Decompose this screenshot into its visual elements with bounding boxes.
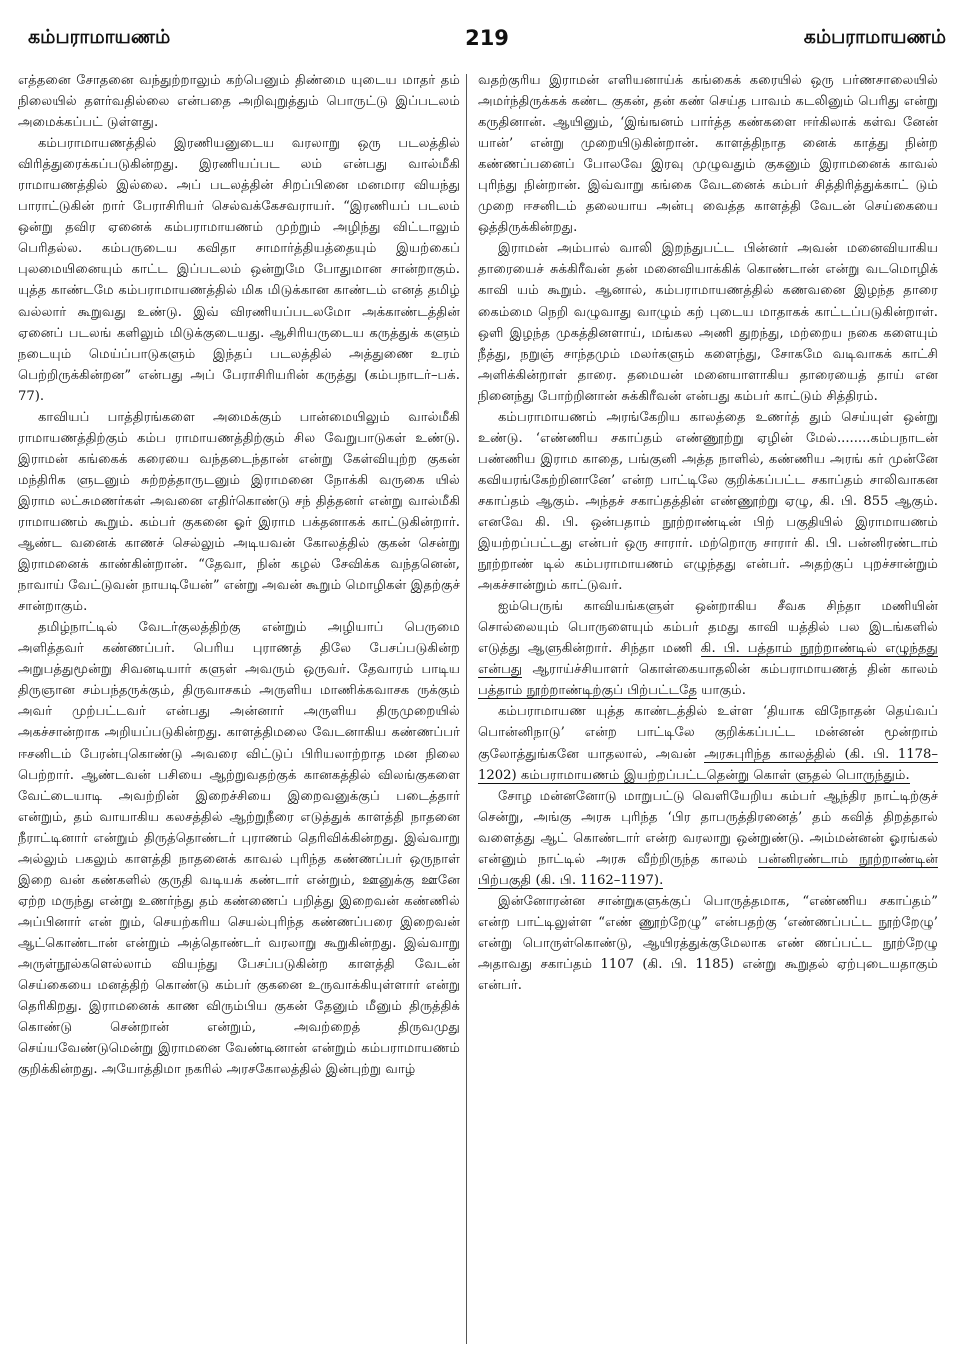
column-divider	[466, 74, 467, 1344]
paragraph: வதற்குரிய இராமன் எளியனாய்க் கங்கைக் கரையில் ஒரு பர்ணசாலையில் அமர்ந்திருக்கக் கண்ட குகன், தன் கண் செய்த பாவம் கடலினும் பெரிது என்று கருதினான். ஆயினும், ‘இங்ஙனம் பார்த்த கண்களை ஈர்கிலாக் கள்வ னேன் யான்’ என்று முறையிடுகின்றான். காளத்திநாத னைக் காத்து நின்ற கண்ணப்பனைப் போலவே இரவு முழுவதும் குகனும் இராமனைக் காவல் புரிந்து நின்றான். இவ்வாறு கங்கை வேடனைக் கம்பர் சித்திரித்துக்காட் டும் முறை ஈசனிடம் தலையாய அன்பு வைத்த காளத்தி வேடன் செய்கையை ஒத்திருக்கின்றது.	[478, 73, 938, 236]
paragraph-text: யாகும்.	[701, 683, 746, 699]
underlined-text: அரசுபுரிந்த காலத்தில் (கி. பி. 1178–1202) கம்பராமாயணம் இயற்றப்பட்டதென்று கொள் ளுதல் பொருந்தும்.	[478, 746, 938, 783]
paragraph-text: ஆராய்ச்சியாளர் கொள்கையாதலின் கம்பராமாயணத் தின் காலம்	[532, 662, 938, 678]
page-number: 219	[465, 26, 509, 50]
underlined-text: பன்னிரண்டாம் நூற்றாண்டின் பிற்பகுதி (கி. பி. 1162–1197).	[478, 851, 938, 888]
paragraph: இராமன் அம்பால் வாலி இறந்துபட்ட பின்னர் அவன் மனைவியாகிய தாரையைச் சுக்கிரீவன் தன் மனைவியாக்கிக் கொண்டான் என்று வடமொழிக் காவி யம் கூறும். ஆனால், கம்பராமாயணத்தில் கணவனை இழந்த தாரை கைம்மை நெறி வழுவாது வாழும் கற் புடைய மாதாகக் காட்டப்படுகின்றாள். ஒளி இழந்த முகத்தினளாய், மங்கல அணி துறந்து, மற்றைய நகை களையும் நீத்து, நறுஞ் சாந்தமும் மலர்களும் களைந்து, சோகமே வடிவாகக் காட்சி அளிக்கின்றாள் தாரை. தமையன் மனையாளாகிய தாரையைத் தாய் என நினைந்து போற்றினான் சுக்கிரீவன் என்பது கம்பர் காட்டும் சித்திரம்.	[478, 241, 938, 404]
running-title-right: கம்பராமாயணம்	[803, 25, 946, 48]
page-header	[28, 20, 946, 56]
paragraph-text: ஐம்பெருங் காவியங்களுள் ஒன்றாகிய சீவக சிந்தா மணியின் சொல்லையும் பொருளையும் கம்பர் தமது காவி யத்தில் பல இடங்களில் எடுத்து ஆளுகின்றார். சிந்தா மணி	[478, 599, 938, 657]
running-title-left: கம்பராமாயணம்	[28, 25, 171, 48]
paragraph: கம்பராமாயணத்தில் இரணியனுடைய வரலாறு ஒரு படலத்தில் விரித்துரைக்கப்படுகின்றது. இரணியப்பட லம் என்பது வால்மீகி ராமாயணத்தில் இல்லை. அப் படலத்தின் சிறப்பினை மனமார வியந்து பாராட்டுகின் றார் பேராசிரியர் செல்வக்கேசவராயர். “இரணியப் படலம் ஒன்று தவிர ஏனைக் கம்பராமாயணம் முற்றும் அழிந்து விட்டாலும் பெரிதல்ல. கம்பருடைய கவிதா சாமார்த்தியத்தையும் இயற்கைப் புலமையினையும் காட்ட இப்படலம் ஒன்றுமே போதுமான சான்றாகும். யுத்த காண்டமே கம்பராமாயணத்தில் மிக மிடுக்கான காண்டம் எனத் தமிழ் வல்லார் கூறுவது உண்டு. இவ் விரணியப்படலமோ அக்காண்டத்தின் ஏனைப் படலங் களிலும் மிடுக்குடையது. ஆசிரியருடைய கருத்துக் களும் நடையும் மெய்ப்பாடுகளும் இந்தப் படலத்தில் அத்துணை உரம் பெற்றிருக்கின்றன” என்பது அப் பேராசிரியரின் கருத்து (கம்பநாடர்–பக். 77).	[18, 136, 460, 404]
paragraph: இன்னோரன்ன சான்றுகளுக்குப் பொருத்தமாக, “எண்ணிய சகாப்தம்” என்ற பாட்டிலுள்ள “எண் ணூற்றேழு” என்பதற்கு ‘எண்ணப்பட்ட நூற்றேழு’ என்று பொருள்கொண்டு, ஆயிரத்துக்குமேலாக எண் ணப்பட்ட நூற்றேழு அதாவது சகாப்தம் 1107 (கி. பி. 1185) என்று கூறுதல் ஏற்புடையதாகும் என்பர்.	[478, 893, 938, 994]
paragraph: தமிழ்நாட்டில் வேடர்குலத்திற்கு என்றும் அழியாப் பெருமை அளித்தவர் கண்ணப்பர். பெரிய புராணத் திலே பேசப்படுகின்ற அறுபத்துமூன்று சிவனடியார் களுள் அவரும் ஒருவர். தேவாரம் பாடிய திருஞான சம்பந்தருக்கும், திருவாசகம் அருளிய மாணிக்கவாசக ருக்கும் அவர் முற்பட்டவர் என்பது அன்னார் அருளிய திருமுறையில் அகச்சான்றாக அறியப்படுகின்றது. காளத்திமலை வேடனாகிய கண்ணப்பர் ஈசனிடம் பேரன்புகொண்டு அவரை விட்டுப் பிரியலாற்றாத மன நிலை பெற்றார். ஆண்டவன் பசியை ஆற்றுவதற்குக் கானகத்தில் விலங்குகளை வேட்டையாடி அவற்றின் இறைச்சியை இறைவனுக்குப் படைத்தார் என்றும், தம் வாயாகிய கலசத்தில் ஆற்றுநீரை எடுத்துக் காளத்தி நாதனை நீராட்டினார் என்றும் திருத்தொண்டர் புராணம் தெரிவிக்கின்றது. இவ்வாறு அல்லும் பகலும் காளத்தி நாதனைக் காவல் புரிந்த கண்ணப்பர் ஒருநாள் இறை வன் கண்களில் குருதி வடியக் கண்டார் என்றும், ஊனுக்கு ஊனே ஏற்ற மருந்து என்று உணர்ந்து தம் கண்ணைப் பறித்து இறைவன் கண்ணில் அப்பினார் என் றும், செயற்கரிய செயல்புரிந்த கண்ணப்பரை இறைவன் ஆட்கொண்டான் என்றும் அத்தொண்டர் வரலாறு கூறுகின்றது. இவ்வாறு அருள்நூல்களெல்லாம் வியந்து பேசப்படுகின்ற காளத்தி வேடன் செய்கையை மனத்திற் கொண்டு கம்பர் குகனை உருவாக்கியுள்ளார் என்று தெரிகிறது. இராமனைக் காண விரும்பிய குகன் தேனும் மீனும் திருத்திக் கொண்டு சென்றான் என்றும், அவற்றைத் திருவமுது செய்யவேண்டுமென்று இராமனை வேண்டினான் என்றும் கம்பராமாயணம் குறிக்கின்றது. அயோத்திமா நகரில் அரசகோலத்தில் இன்புற்று வாழ்	[18, 620, 460, 1078]
right-column	[478, 70, 938, 1350]
underlined-text: கி. பி. பத்தாம் நூற்றாண்டில் எழுந்தது என்பது	[478, 641, 938, 678]
paragraph	[478, 596, 938, 701]
left-column	[18, 70, 460, 1350]
paragraph-text: சோழ மன்னனோடு மாறுபட்டு வெளியேறிய கம்பர் ஆந்திர நாட்டிற்குச் சென்று, அங்கு அரசு புரிந்த ‘பிர தாபருத்திரனைத்’ தம் கவித் திறத்தால் வளைத்து ஆட் கொண்டார் என்ற வரலாறு ஒன்றுண்டு. அம்மன்னன் ஓரங்கல் என்னும் நாட்டில் அரசு வீற்றிருந்த காலம்	[478, 788, 938, 867]
paragraph-text: கம்பராமாயண யுத்த காண்டத்தில் உள்ள ‘தியாக விநோதன் தெய்வப் பொன்னிநாடு’ என்ற பாட்டிலே குறிக்கப்பட்ட மன்னன் மூன்றாம் குலோத்துங்கனே யாதலால், அவன்	[478, 704, 938, 762]
paragraph	[478, 701, 938, 785]
paragraph: எத்தனை சோதனை வந்துற்றாலும் கற்பெனும் திண்மை யுடைய மாதர் தம் நிலையில் தளர்வதில்லை என்பதை அறிவுறுத்தும் பொருட்டு இப்படலம் அமைக்கப்பட் டுள்ளது.	[18, 73, 460, 131]
underlined-text: பத்தாம் நூற்றாண்டிற்குப் பிற்பட்டதே	[478, 683, 698, 699]
paragraph	[478, 786, 938, 891]
paragraph: காவியப் பாத்திரங்களை அமைக்கும் பான்மையிலும் வால்மீகி ராமாயணத்திற்கும் கம்ப ராமாயணத்திற்கும் சில வேறுபாடுகள் உண்டு. இராமன் கங்கைக் கரையை வந்தடைந்தான் என்று கேள்வியுற்ற குகன் மந்திரிக ளுடனும் சுற்றத்தாருடனும் இராமனை நோக்கி வருகை யில் இராம லட்சுமணர்கள் அவனை எதிர்கொண்டு சந் தித்தனர் என்று வால்மீகி ராமாயணம் கூறும். கம்பர் குகனை ஓர் இராம பக்தனாகக் காட்டுகின்றார். ஆண்ட வனைக் காணச் செல்லும் அடியவன் கோலத்தில் குகன் சென்று இராமனைக் காண்கின்றான். “தேவா, நின் கழல் சேவிக்க வந்தனென், நாவாய் வேட்டுவன் நாயடியேன்” என்று அவன் கூறும் மொழிகள் இதற்குச் சான்றாகும்.	[18, 409, 460, 615]
paragraph: கம்பராமாயணம் அரங்கேறிய காலத்தை உணர்த் தும் செய்யுள் ஒன்று உண்டு. ‘எண்ணிய சகாப்தம் எண்ணூற்று ஏழின் மேல்........கம்பநாடன் பண்ணிய இராம காதை, பங்குனி அத்த நாளில், கண்ணிய அரங் கர் முன்னே கவியரங்கேற்றினானே’ என்ற பாட்டிலே குறிக்கப்பட்ட சகாப்தம் சாலிவாகன சகாப்தம் ஆகும். அந்தச் சகாப்தத்தின் எண்ணூற்று ஏழு, கி. பி. 855 ஆகும். எனவே கி. பி. ஒன்பதாம் நூற்றாண்டின் பிற் பகுதியில் இராமாயணம் இயற்றப்பட்டது என்பர் ஒரு சாரார். மற்றொரு சாரார் கி. பி. பன்னிரண்டாம் நூற்றாண் டில் கம்பராமாயணம் எழுந்தது என்பர். அதற்குப் புறச்சான்றும் அகச்சான்றும் காட்டுவர்.	[478, 409, 938, 594]
